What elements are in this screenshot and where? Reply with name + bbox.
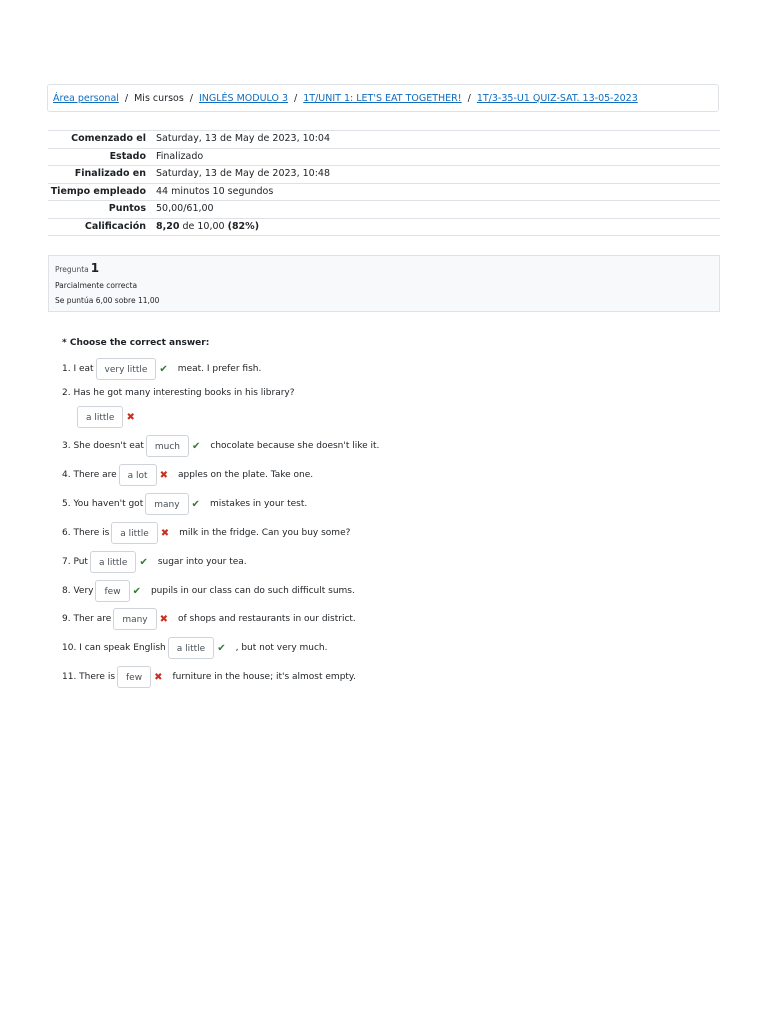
answer-input[interactable]: much [146, 435, 189, 457]
cross-icon: ✖ [159, 613, 169, 625]
question-text: 9. Ther are [62, 614, 112, 624]
check-icon: ✔ [217, 642, 226, 654]
answer-input[interactable]: a little [90, 551, 136, 573]
breadcrumb-separator: / [189, 92, 193, 104]
grade-percent: (82%) [227, 220, 260, 232]
answer-input[interactable]: many [145, 493, 188, 515]
question-text: 11. There is [62, 672, 116, 682]
question-number-value: 1 [90, 261, 100, 275]
question-text-after: apples on the plate. Take one. [177, 470, 314, 480]
breadcrumb-course-link[interactable]: INGLÉS MODULO 3 [198, 92, 289, 104]
summary-label: Comenzado el [71, 133, 146, 144]
question-state: Parcialmente correcta [55, 281, 138, 290]
question-item [62, 551, 247, 573]
question-text: 5. You haven't got [62, 499, 144, 509]
cross-icon: ✖ [154, 671, 163, 683]
question-prefix: Pregunta [55, 265, 89, 274]
question-text: 7. Put [62, 557, 88, 567]
breadcrumb-quiz-link[interactable]: 1T/3-35-U1 QUIZ-SAT. 13-05-2023 [476, 92, 638, 104]
answer-input[interactable]: a little [168, 637, 214, 659]
question-text-after: , but not very much. [235, 643, 328, 653]
cross-icon: ✖ [159, 469, 168, 481]
answer-input[interactable]: a little [77, 406, 123, 428]
question-text: 4. There are [62, 470, 117, 480]
summary-row-state [48, 148, 720, 166]
question-text: 8. Very [62, 586, 94, 596]
attempt-summary-table [48, 130, 720, 236]
check-icon: ✔ [139, 556, 148, 568]
check-icon: ✔ [191, 498, 200, 510]
breadcrumb-my-courses: Mis cursos [134, 92, 184, 104]
answer-input[interactable]: few [117, 666, 151, 688]
summary-label: Tiempo empleado [50, 185, 146, 197]
question-text: 2. Has he got many interesting books in his library? [62, 388, 295, 398]
summary-label: Finalizado en [74, 168, 146, 179]
question-text-after: of shops and restaurants in our district. [178, 614, 356, 624]
summary-value: 44 minutos 10 segundos [156, 185, 274, 197]
breadcrumb-home-link[interactable]: Área personal [53, 92, 119, 104]
question-mark: Se puntúa 6,00 sobre 11,00 [55, 296, 160, 305]
summary-row-finished [48, 166, 720, 184]
question-text-after: milk in the fridge. Can you buy some? [179, 528, 351, 538]
breadcrumb-separator: / [467, 92, 471, 104]
question-item [62, 464, 313, 486]
question-item [62, 608, 356, 630]
question-text: 6. There is [62, 528, 110, 538]
summary-value: 50,00/61,00 [156, 203, 214, 214]
answer-input[interactable]: a little [111, 522, 157, 544]
breadcrumb-separator: / [124, 92, 129, 104]
grade-score: 8,20 [156, 220, 180, 232]
question-answer-row [75, 406, 145, 428]
summary-label: Calificación [84, 220, 146, 232]
question-item [62, 580, 355, 602]
grade-of: de 10,00 [182, 220, 225, 232]
question-info-box [48, 255, 720, 312]
summary-label: Estado [109, 150, 146, 162]
answer-input[interactable]: few [95, 580, 129, 602]
question-text-after: meat. I prefer fish. [177, 364, 262, 374]
summary-row-grade [48, 218, 720, 236]
summary-label: Puntos [108, 203, 146, 214]
breadcrumb-separator: / [294, 92, 298, 104]
question-item [62, 637, 328, 659]
question-text-after: sugar into your tea. [157, 557, 247, 567]
cross-icon: ✖ [126, 411, 135, 423]
question-item [62, 493, 307, 515]
answer-input[interactable]: a lot [119, 464, 157, 486]
question-item [62, 435, 379, 457]
question-text-after: furniture in the house; it's almost empty. [172, 672, 356, 682]
check-icon: ✔ [159, 363, 168, 375]
question-instruction: * Choose the correct answer: [62, 338, 210, 348]
summary-value: Saturday, 13 de May de 2023, 10:48 [156, 168, 331, 179]
summary-row-started [48, 131, 720, 149]
question-item [62, 522, 350, 544]
question-text-after: mistakes in your test. [209, 499, 308, 509]
question-text: 3. She doesn't eat [62, 441, 144, 451]
breadcrumb [47, 84, 719, 112]
question-text-after: chocolate because she doesn't like it. [210, 441, 380, 451]
question-text-after: pupils in our class can do such difficult sums. [150, 586, 355, 596]
summary-row-time-taken [48, 183, 720, 201]
question-number [55, 261, 713, 275]
summary-row-marks [48, 201, 720, 219]
question-content [62, 338, 209, 356]
answer-input[interactable]: many [113, 608, 156, 630]
summary-value: Saturday, 13 de May de 2023, 10:04 [156, 133, 331, 144]
question-item [62, 382, 295, 404]
grade-value [155, 218, 720, 236]
cross-icon: ✖ [160, 527, 170, 539]
question-item [62, 666, 356, 688]
check-icon: ✔ [132, 585, 141, 597]
summary-value: Finalizado [156, 150, 204, 162]
breadcrumb-unit-link[interactable]: 1T/UNIT 1: LET'S EAT TOGETHER! [303, 92, 462, 104]
question-item [62, 358, 261, 380]
answer-input[interactable]: very little [96, 358, 157, 380]
question-text: 10. I can speak English [62, 643, 166, 653]
question-text: 1. I eat [62, 364, 94, 374]
check-icon: ✔ [191, 440, 201, 452]
